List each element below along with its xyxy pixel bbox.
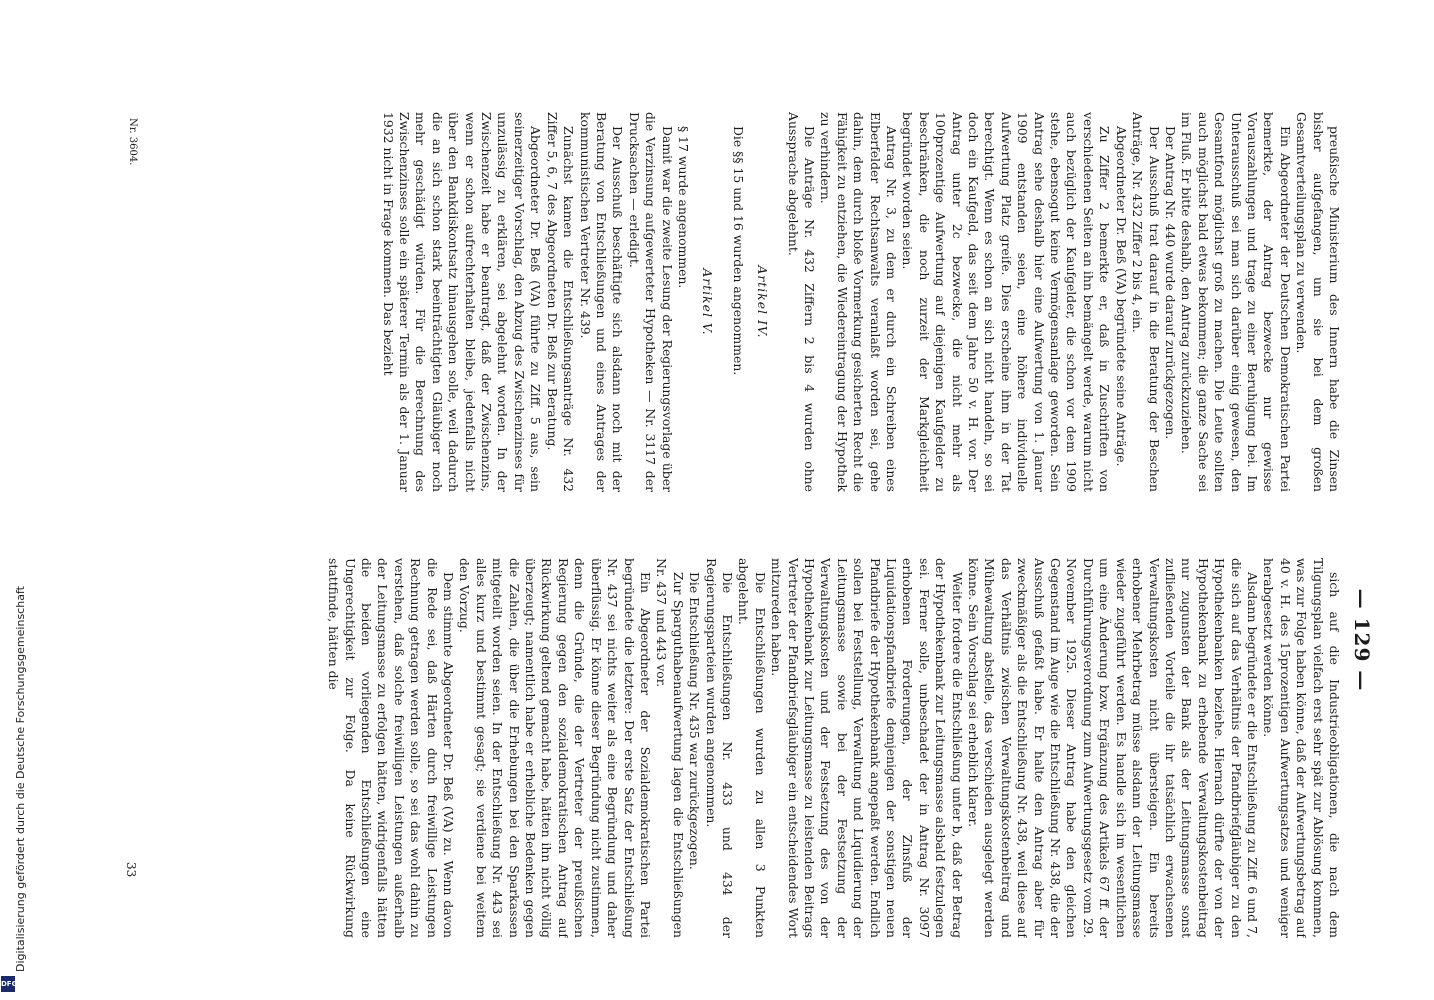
paragraph: Abgeordneter Dr. Beß (VA) führte zu Ziff. 5 aus, sein seinerzeitiger Vorschlag, den Abzug des Zwischenzinses für unzulässig zu erklären, sei abgelehnt worden. In der Zwischenzeit habe er beantragt, daß der Zwischenzins, wenn er schon aufrechterhalten bleibe, jedenfalls nicht über den Bankdiskontsatz hinausgehen solle, weil dadurch die an sich schon stark beeinträchtigten Gläubiger noch mehr geschädigt würden. Für die Berechnung des Zwischenzinses solle ein späterer Termin als der 1. Januar 1932 nicht in Frage kommen. Das bezieht: [380, 112, 544, 492]
paragraph: Damit war die zweite Lesung der Regierungsvorlage über die Verzinsung aufgewerteter Hypotheken — Nr. 3117 der Drucksachen — erledigt.: [626, 112, 675, 492]
paragraph: sich auf die Industrieobligationen, die nach dem Tilgungsplan vielfach erst sehr spät zur Ablösung kommen, was zur Folge haben könne, daß der Aufwertungsbetrag auf 40 v. H. des 15prozentigen Aufwertungsatzes und weniger herabgesetzt werden könne.: [1261, 558, 1342, 938]
paragraph: Die Entschließungen wurden zu allen 3 Punkten abgelehnt.: [736, 558, 768, 938]
paragraph: Die Entschließung Nr. 435 war zurückgezogen.: [687, 572, 703, 870]
paragraph: Ein Abgeordneter der Deutschen Demokratischen Partei bemerkte, der Antrag bezwecke nur gewisse Vorauszahlungen und trage zu einer Beruhigung bei. Im Unterausschuß sei man sich darüber einig gewesen, den Gesamtfond möglichst groß zu machen. Die Leute sollten auch möglichst bald etwas bekommen; die ganze Sache sei im Fluß. Er bitte deshalb, den Antrag zurückzuziehen.: [1179, 112, 1293, 492]
paragraph: Weiter fordere die Entschließung unter b, daß der Betrag der Hypothekenbank zur Leitungsmasse alsbald festzulegen sei. Ferner solle, unbeschadet der in Antrag Nr. 3097 erhobenen Forderungen, der Zinsfuß der Liquidationspfandbriefe demjenigen der sonstigen neuen Pfandbriefe der Hypothekenbank angepaßt werden. Endlich sollen bei Feststellung, Verwaltung und Liquidierung der Leitungsmasse sowie bei der Festsetzung der Verwaltungskosten und der Festsetzung des von der Hypothekenbank zur Leitungsmasse zu leistenden Beitrags Vertreter der Pfandbriefsgläubiger ein entscheidendes Wort mitzureden haben.: [769, 558, 965, 938]
paragraph: Alsdann begründete er die Entschließung zu Ziff. 6 und 7, die sich auf das Verhältnis der Pfandbriefgläubiger zu den Hypothekenbanken beziehe. Hiernach dürfte der von der Hypothekenbank zu erhebende Verwaltungskostenbeitrag nur zugunsten der Bank als der Leitungsmasse sonst zufließenden Vorteile die ihr tatsächlich erwachsenen Verwaltungskosten nicht übersteigen. Ein bereits erhobener Mehrbetrag müsse alsdann der Leitungsmasse wieder zugeführt werden. Es handle sich im wesentlichen um eine Änderung bzw. Ergänzung des Artikels 67 ff. der Durchführungsverordnung zum Aufwertungsgesetz vom 29. November 1925. Dieser Antrag habe den gleichen Gegenstand im Auge wie die Entschließung Nr. 438, die der Ausschuß gefaßt habe. Er halte den Antrag aber für zweckmäßiger als die Entschließung Nr. 438, weil diese auf das Verhältnis zwischen Verwaltungskostenbeitrag und Mühewaltung abstelle, das verschieden ausgelegt werden könne. Sein Vorschlag sei erheblich klarer.: [966, 558, 1260, 938]
digitization-credit-strip: [0, 0, 27, 1000]
page-number-header: — 129 —: [1350, 588, 1374, 692]
folio-number: 33: [124, 862, 138, 878]
digitization-credit-text: Digitalisierung gefördert durch die Deutsche Forschungsgemeinschaft: [14, 586, 27, 972]
paragraph: § 17 wurde angenommen.: [675, 126, 691, 289]
paragraph: Antrag Nr. 3, zu dem er durch ein Schreiben eines Elberfelder Rechtsanwalts veranlaßt worden sei, gehe dahin, dem durch bloße Vormerkung gesicherten Recht die Fähigkeit zu entziehen, die Wiedereintragung der Hypothek zu verhindern.: [818, 112, 900, 492]
text-column-left: [192, 112, 1342, 492]
article-heading: Artikel V.: [700, 268, 716, 336]
paragraph: preußische Ministerium des Innern habe die Zinsen bisher aufgefangen, um sie bei dem großen Gesamtverteilungsplan zu verwenden.: [1294, 112, 1342, 492]
dfg-logo-icon: DFG: [1, 976, 15, 992]
paragraph: Die Entschließungen Nr. 433 und 434 der Regierungsparteien wurden angenommen.: [703, 558, 735, 938]
paragraph: Die §§ 15 und 16 wurden angenommen.: [730, 126, 746, 376]
paragraph: Die Anträge Nr. 432 Ziffern 2 bis 4 wurden ohne Aussprache abgelehnt.: [785, 112, 817, 492]
paragraph: Zur Sparguthabenaufwertung lagen die Entschließungen Nr. 437 und 443 vor.: [654, 558, 686, 938]
paragraph: Abgeordneter Dr. Beß (VA) begründete seine Anträge.: [1113, 126, 1129, 467]
paragraph: Ein Abgeordneter der Sozialdemokratischen Partei begründete die letztere: Der erste Satz der Entschließung Nr. 437 sei nichts weiter als eine Begründung und daher überflüssig. Er könne dieser Begründung nicht zustimmen, denn die Gründe, die der Vertreter der preußischen Regierung gegen den sozialdemokratischen Antrag auf Rückwirkung geltend gemacht habe, hätten ihn nicht völlig überzeugt; namentlich habe er erhebliche Bedenken gegen die Zahlen, die über die Erhebungen bei den Sparkassen mitgeteilt worden seien. In der Entschließung Nr. 443 sei alles kurz und bestimmt gesagt; sie verdiene bei weitem den Vorzug.: [457, 558, 653, 938]
paragraph: Der Ausschuß trat darauf in die Beratung der Beschen Anträge, Nr. 432 Ziffer 2 bis 4, ein.: [1130, 112, 1162, 492]
paragraph: Dem stimmte Abgeordneter Dr. Beß (VA) zu. Wenn davon die Rede sei, daß Härten durch freiwillige Leistungen Rechnung getragen werden solle, so sei das wohl dahin zu verstehen, daß solche freiwilligen Leistungen außerhalb der Leitungsmasse zu erfolgen hätten, widrigenfalls hätten die beiden vorliegenden Entschließungen eine Ungerechtigkeit zur Folge. Da keine Rückwirkung stattfinde, hätten die: [326, 558, 457, 938]
text-column-right: [192, 558, 1342, 938]
paragraph: Der Ausschuß beschäftigte sich alsdann noch mit der Beratung von Entschließungen und eines Antrages der kommunistischen Vertreter Nr. 439.: [577, 112, 626, 492]
paragraph: Zunächst kamen die Entschließungsanträge Nr. 432 Ziffer 5, 6, 7 des Abgeordneten Dr. Beß zur Beratung.: [544, 112, 577, 492]
paragraph: Zu Ziffer 2 bemerkte er, daß in Zuschriften von verschiedenen Seiten an ihn bemängelt werde, warum nicht auch bezüglich der Kaufgelder, die schon vor dem 1909 stehe, ebensogut keine Vermögensanlage geworden. Sein Antrag sehe deshalb hier eine Aufwertung von 1. Januar 1909 entstanden seien, eine höhere individuelle Aufwertung Platz greife. Dies erscheine ihm in der Tat berechtigt. Wenn es schon an sich nicht handeln, so sei doch ein Kaufgeld, das seit dem Jahre 50 v. H. vor. Der Antrag unter 2c bezwecke, die nicht mehr als 100prozentige Aufwertung auf diejenigen Kaufgelder zu beschränken, die noch zurzeit der Markgleichheit begründet worden seien.: [900, 112, 1113, 492]
article-heading: Artikel IV.: [755, 265, 771, 339]
paragraph: Der Antrag Nr. 440 wurde darauf zurückgezogen.: [1162, 126, 1178, 440]
print-signature: Nr. 3604.: [127, 118, 138, 166]
